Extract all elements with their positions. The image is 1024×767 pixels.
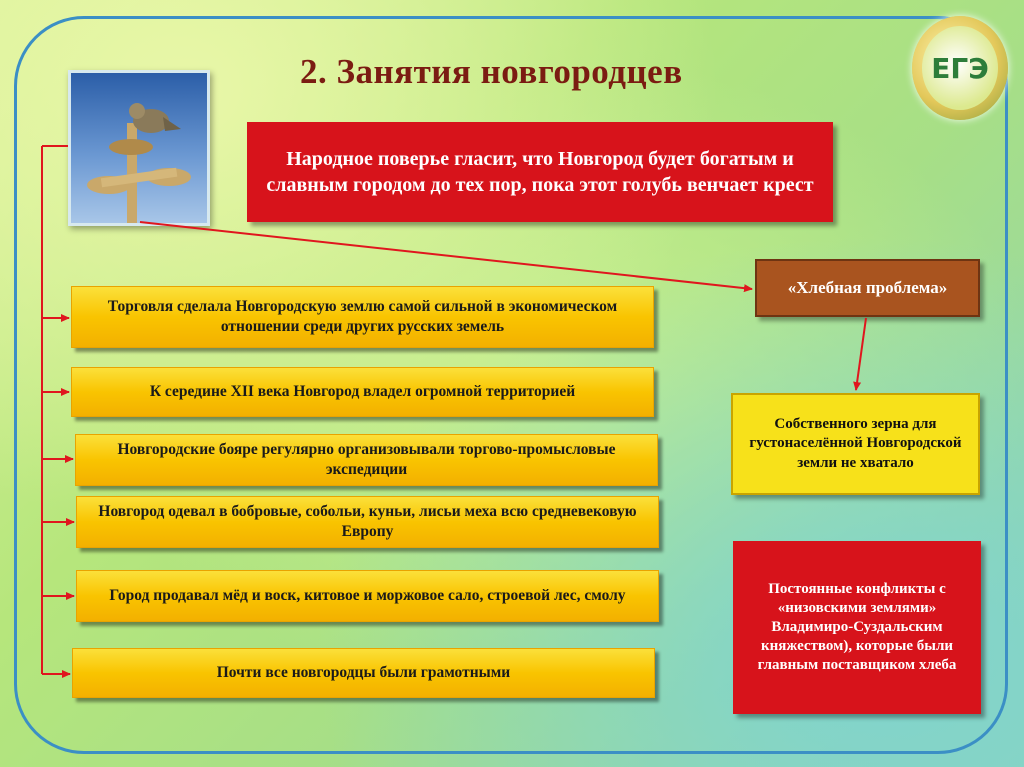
dove-on-cross-icon: [71, 73, 207, 223]
conflict-box: Постоянные конфликты с «низовскими землями» Владимиро-Суздальским княжеством), которые были главным поставщиком хлеба: [733, 541, 981, 714]
item-box-furs: Новгород одевал в бобровые, собольи, куньи, лисьи меха всю средневековую Европу: [76, 496, 659, 548]
bread-problem-box: «Хлебная проблема»: [755, 259, 980, 317]
dove-on-cross-photo: [68, 70, 210, 226]
quote-box: Народное поверье гласит, что Новгород будет богатым и славным городом до тех пор, пока этот голубь венчает крест: [247, 122, 833, 222]
grain-shortage-box: Собственного зерна для густонаселённой Новгородской земли не хватало: [731, 393, 980, 495]
slide-title: 2. Занятия новгородцев: [300, 52, 683, 91]
item-box-expeditions: Новгородские бояре регулярно организовывали торгово-промысловые экспедиции: [75, 434, 658, 486]
item-box-goods: Город продавал мёд и воск, китовое и моржовое сало, строевой лес, смолу: [76, 570, 659, 622]
item-box-literacy: Почти все новгородцы были грамотными: [72, 648, 655, 698]
ege-logo-text: ЕГЭ: [922, 26, 998, 110]
ege-logo-icon: [912, 16, 1008, 120]
item-box-trade: Торговля сделала Новгородскую землю самой сильной в экономическом отношении среди других русских земель: [71, 286, 654, 348]
item-box-territory: К середине XII века Новгород владел огромной территорией: [71, 367, 654, 417]
